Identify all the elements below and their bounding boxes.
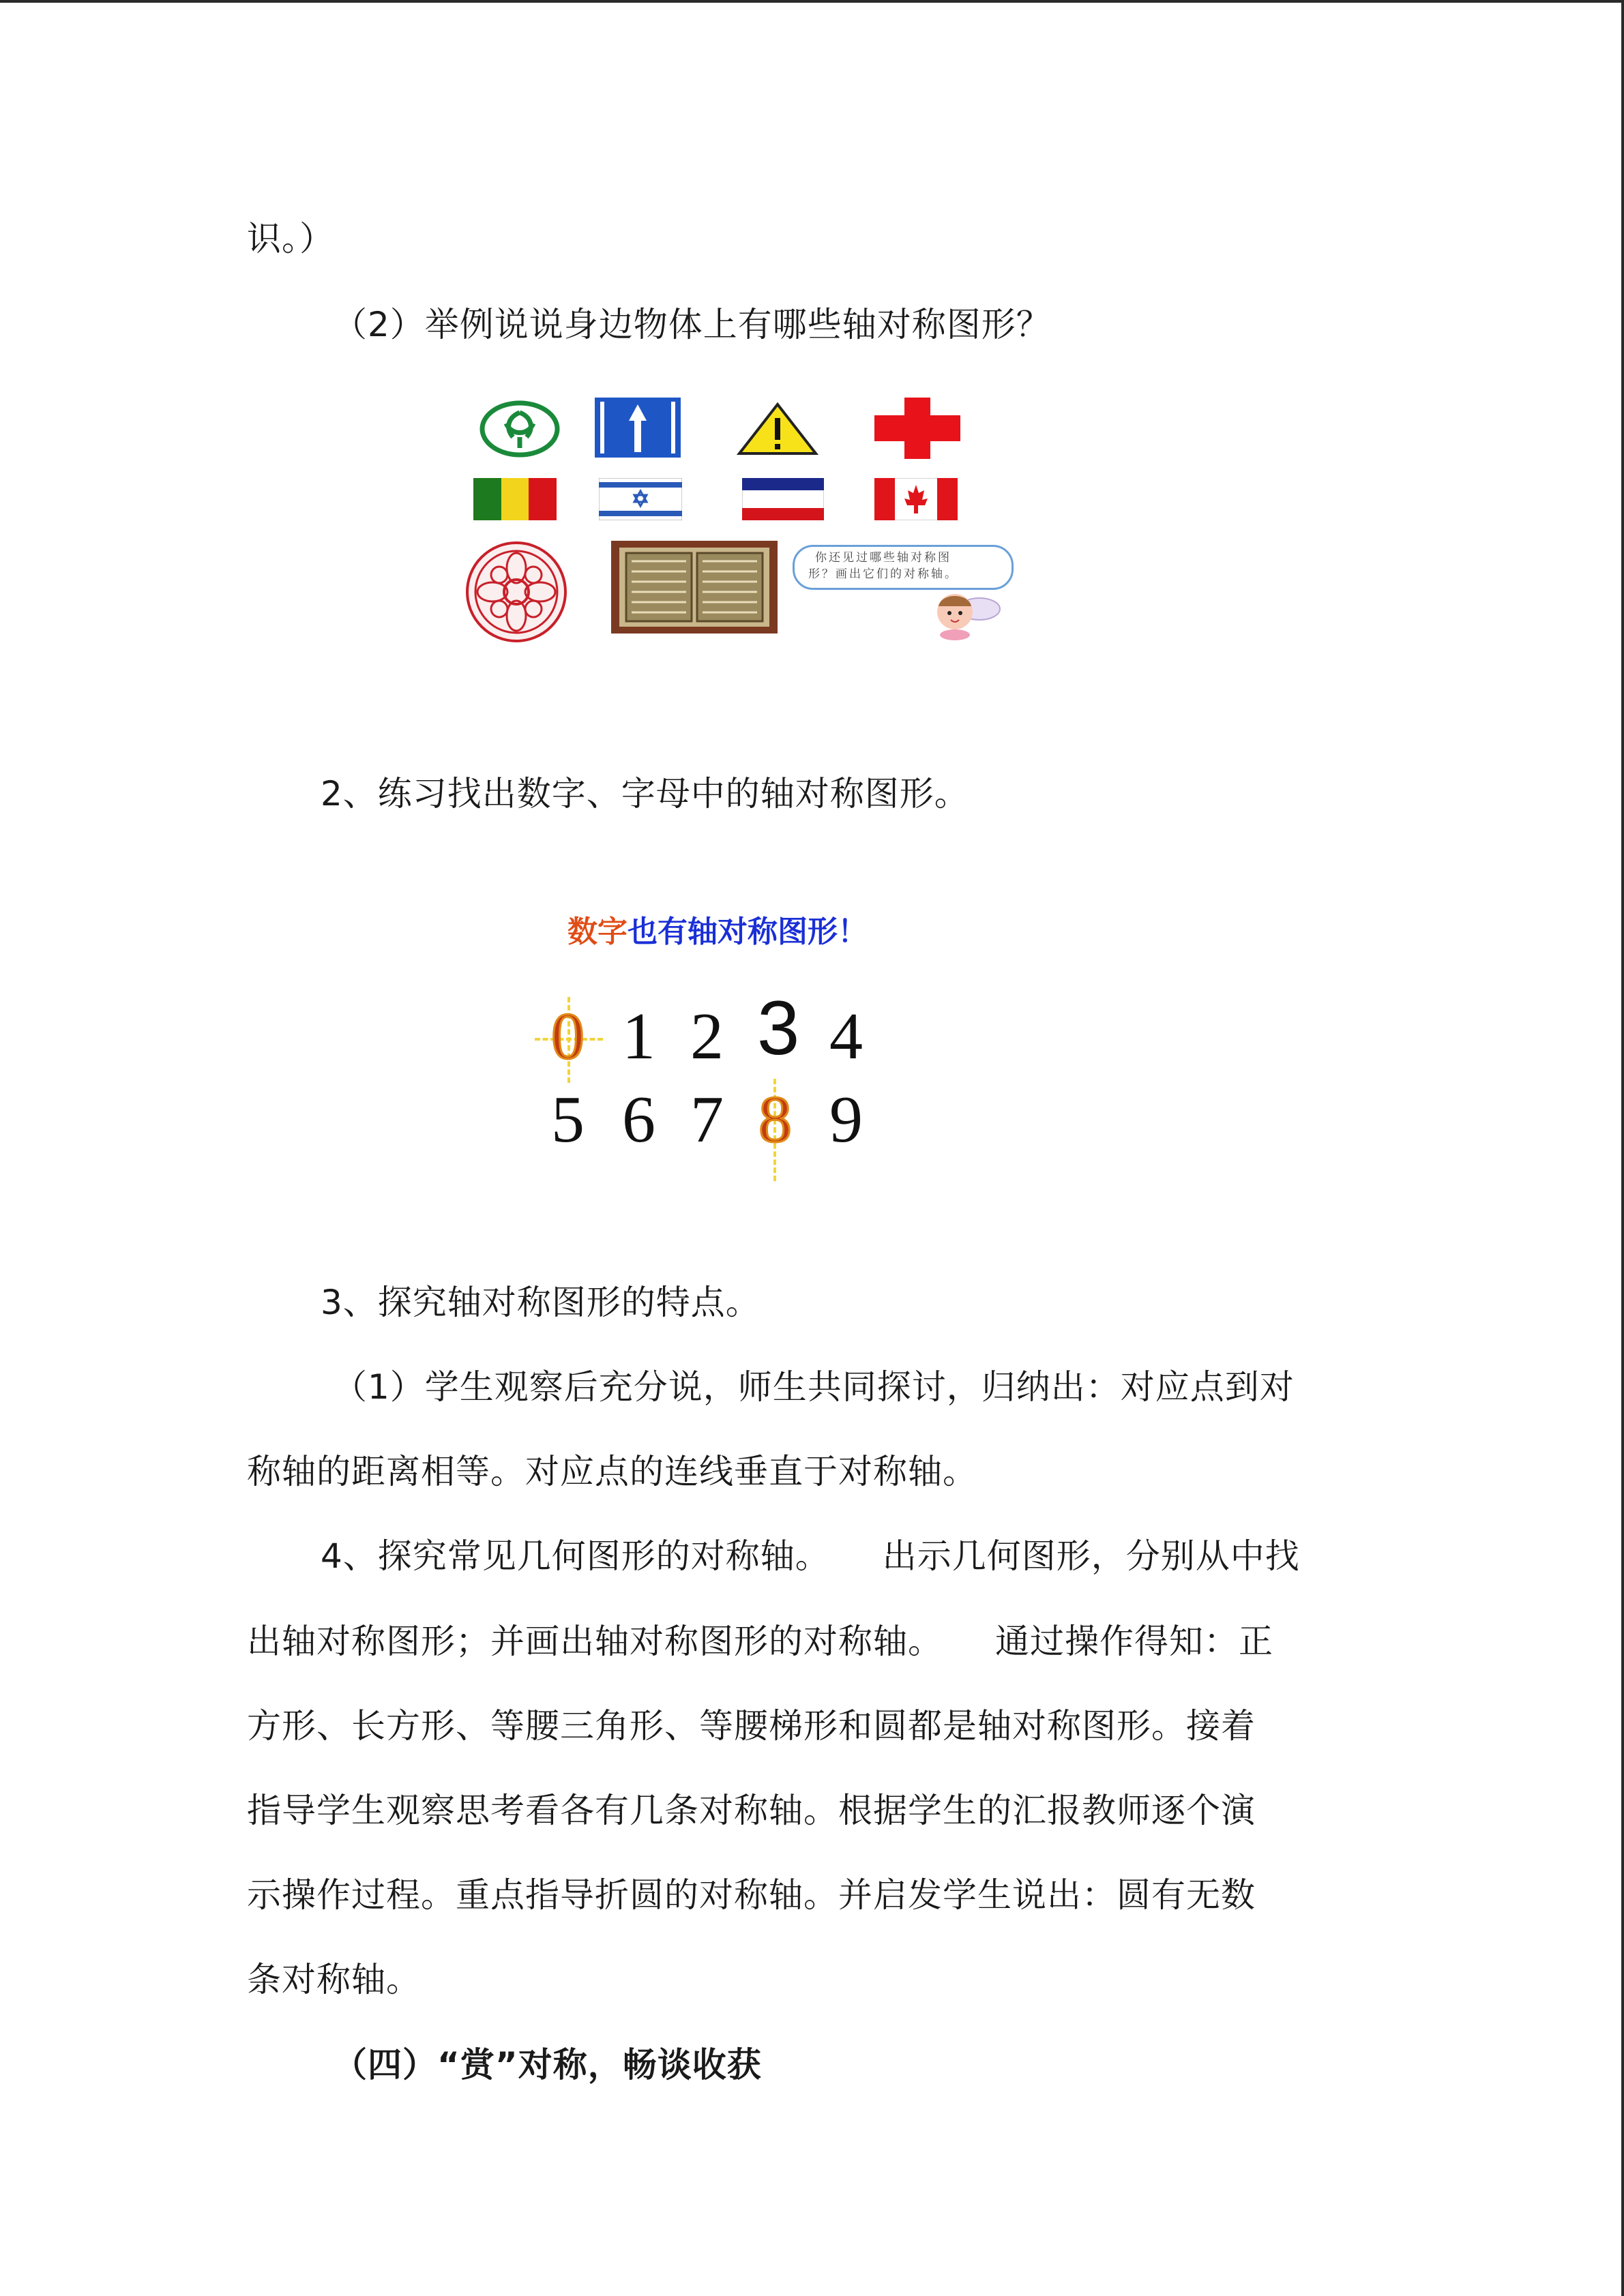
symbols-figure [450,392,1023,644]
cherub-icon [921,586,1003,640]
digit-1: 1 [622,1000,655,1073]
digit-7: 7 [690,1083,724,1157]
digit-8: 8 [758,1083,792,1157]
digits-figure [518,900,900,1187]
digit-2: 2 [690,1000,724,1073]
exercise-4-line-1: 4、探究常见几何图形的对称轴。 出示几何图形，分别从中找 [321,1536,1300,1576]
warning-triangle-icon [737,402,818,456]
exercise-4-line-4: 指导学生观察思考看各有几条对称轴。根据学生的汇报教师逐个演 [247,1791,1256,1830]
paper-cut-pattern-icon [450,541,582,643]
digit-6: 6 [622,1083,655,1157]
speech-bubble [793,545,1014,590]
digits-caption [567,907,868,951]
exercise-4-line-5: 示操作过程。重点指导折圆的对称轴。并启发学生说出：圆有无数 [247,1875,1256,1915]
digit-0: 0 [551,1000,585,1073]
digit-5: 5 [551,1083,585,1157]
abacus-window-icon [611,541,778,633]
exercise-2-heading: 2、练习找出数字、字母中的轴对称图形。 [321,774,969,814]
digits-caption-blue: 也有轴对称图形！ [628,914,868,949]
mali-flag-icon [473,478,557,520]
speech-bubble-line-1: 你还见过哪些轴对称图 [815,551,951,565]
exercise-4-line-2: 出轴对称图形；并画出轴对称图形的对称轴。 通过操作得知：正 [247,1622,1273,1661]
digit-3: 3 [757,985,800,1071]
exercise-4-line-3: 方形、长方形、等腰三角形、等腰梯形和圆都是轴对称图形。接着 [247,1706,1256,1746]
road-arrow-sign-icon [595,398,681,458]
question-2: （2）举例说说身边物体上有哪些轴对称图形？ [333,305,1051,344]
red-cross-icon [874,398,960,459]
page-right-border [1621,0,1624,2296]
digits-caption-red: 数字 [567,914,628,949]
exercise-4-line-6: 条对称轴。 [247,1960,421,1999]
israel-flag-icon [599,478,682,520]
digit-4: 4 [829,1000,863,1073]
recycle-emblem-icon [479,400,561,458]
exercise-3-heading: 3、探究轴对称图形的特点。 [321,1283,761,1322]
canada-flag-icon [874,478,958,520]
exercise-3-point-1-cont: 称轴的距离相等。对应点的连线垂直于对称轴。 [247,1452,977,1491]
section-four-heading: （四）“赏”对称，畅谈收获 [333,2045,762,2085]
exercise-3-point-1: （1）学生观察后充分说，师生共同探讨，归纳出：对应点到对 [333,1367,1295,1407]
page-top-border [0,0,1624,3]
tricolor-flag-icon [742,478,824,520]
paragraph-continuation: 识。） [247,219,334,258]
speech-bubble-line-2: 形？画出它们的对称轴。 [808,567,958,581]
digit-9: 9 [829,1083,863,1157]
